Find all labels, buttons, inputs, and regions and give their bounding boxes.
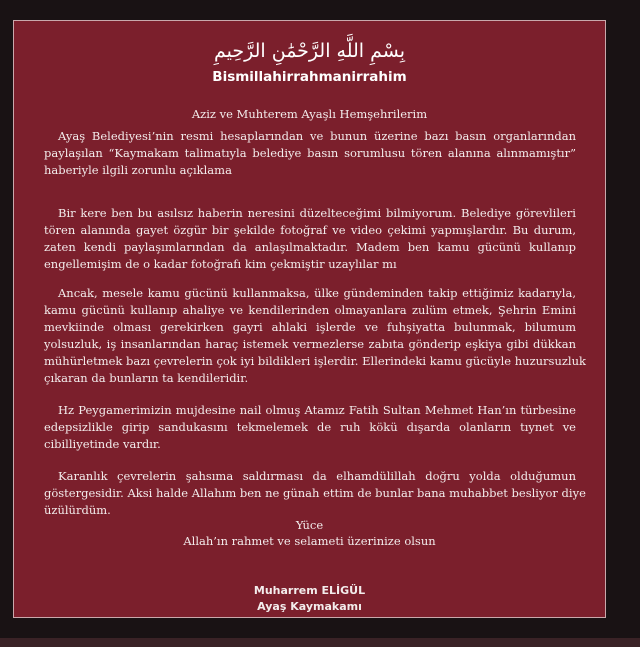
paragraph-line: Hz Peygamerimizin mujdesine nail olmuş Atamız Fatih Sultan Mehmet Han’ın türbesine [58,403,576,417]
paragraph-line: Ayaş Belediyesi’nin resmi hesaplarından ve bunun üzerine bazı basın organlarından [58,129,576,143]
statement-panel [13,20,606,618]
paragraph-line: mevkiinde olması gerekirken gayri ahlaki işlerde ve fuhşiyatta bulunmak, bilumum [44,320,576,334]
paragraph-line: edepsizlikle girip sandukasını tekmelemek de ruh kökü dışarda olanların tıynet ve [44,420,576,434]
paragraph-line: göstergesidir. Aksi halde Allahım ben ne günah ettim de bunlar bana muhabbet besliyor diye [44,486,586,500]
signature-name: Muharrem ELİGÜL [253,584,366,597]
paragraph-line: haberiyle ilgili zorunlu açıklama [44,163,232,177]
greeting-line: Aziz ve Muhterem Ayaşlı Hemşehrilerim [191,107,428,121]
statement-heading: Bismillahirrahmanirrahim [212,69,407,85]
paragraph-line: Karanlık çevrelerin şahsıma saldırması da elhamdülillah doğru yolda olduğumun [58,469,576,483]
closing-line-2: Allah’ın rahmet ve selameti üzerinize olsun [183,534,436,548]
paragraph-4 [44,402,576,453]
signature-title: Ayaş Kaymakamı [257,600,362,613]
paragraph-line: paylaşılan “Kaymakam talimatıyla belediye basın sorumlusu tören alanına alınmamıştır” [44,146,576,160]
paragraph-5 [44,468,586,519]
paragraph-2 [44,205,576,273]
paragraph-line: engellemişim de o kadar fotoğrafı kim çekmiştir uzaylılar mı [44,257,397,271]
paragraph-1 [44,128,576,179]
paragraph-line: tören alanında gayet özgür bir şekilde fotoğraf ve video çekimi yapmışlardır. Bu durum, [44,223,576,237]
paragraph-3 [44,285,586,387]
paragraph-line: çıkaran da bunların ta kendileridir. [44,371,249,385]
paragraph-line: mühürletmek bazı çevrelerin çok iyi bildikleri işlerdir. Ellerindeki kamu gücüyle huzursuzluk [44,354,586,368]
paragraph-line: zaten kendi paylaşımlarından da anlaşılmaktadır. Madem ben kamu gücünü kullanıp [44,240,576,254]
paragraph-line: kamu gücünü kullanıp ahaliye ve kendilerinden olmayanlara zulüm etmek, Şehrin Emini [44,303,576,317]
paragraph-line: Ancak, mesele kamu gücünü kullanmaksa, ülke gündeminden takip ettiğimiz kadarıyla, [58,286,576,300]
basmala-arabic: بِسْمِ اللَّهِ الرَّحْمَٰنِ الرَّحِيمِ [214,40,405,62]
bottom-bar [0,638,640,647]
paragraph-line: yolsuzluk, iş insanlarından haraç istemek vermezlerse zabıta gönderip eşkiya gibi dükkan [44,337,576,351]
paragraph-line: Bir kere ben bu asılsız haberin neresini düzelteceğimi bilmiyorum. Belediye görevlileri [58,206,576,220]
paragraph-line: üzülürdüm. [44,503,111,517]
paragraph-line: cibilliyetinde vardır. [44,437,161,451]
closing-line-1: Yüce [295,518,324,532]
